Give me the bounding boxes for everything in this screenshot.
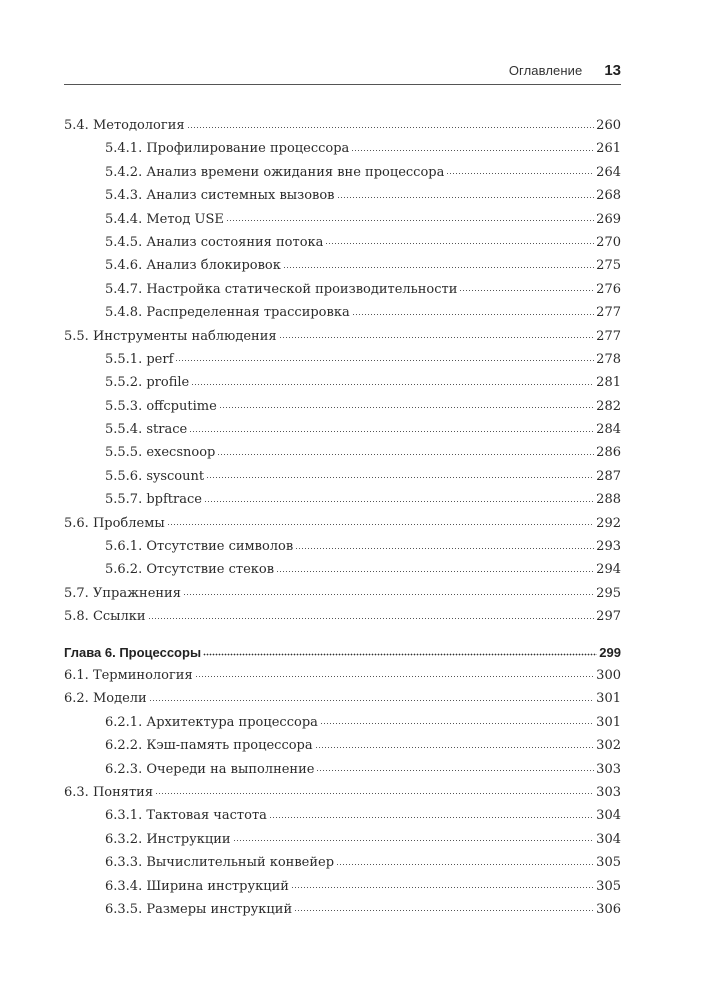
- toc-subsection-entry[interactable]: [64, 184, 621, 207]
- toc-dot-leader: [155, 792, 594, 796]
- toc-entry-page: 305: [596, 855, 621, 871]
- toc-entry-page: 276: [596, 281, 621, 297]
- toc-dot-leader: [187, 125, 595, 129]
- toc-entry-title: 5.5.1. perf: [105, 351, 174, 367]
- toc-subsection-entry[interactable]: [64, 137, 621, 160]
- toc-entry-page: 268: [596, 188, 621, 204]
- toc-entry-page: 301: [596, 691, 621, 707]
- toc-entry-page: 282: [596, 398, 621, 414]
- toc-dot-leader: [283, 265, 594, 269]
- toc-entry-title: 5.5.7. bpftrace: [105, 492, 202, 508]
- toc-entry-title: 5.5.6. syscount: [105, 468, 205, 484]
- toc-dot-leader: [203, 653, 597, 657]
- toc-group-chapter-5: [64, 114, 621, 629]
- toc-entry-title: 5.4.2. Анализ времени ожидания вне процессора: [105, 164, 445, 180]
- toc-dot-leader: [336, 862, 594, 866]
- toc-subsection-entry[interactable]: [64, 371, 621, 394]
- toc-entry-page: 261: [596, 141, 621, 157]
- toc-dot-leader: [320, 722, 594, 726]
- toc-entry-title: 5.5.2. profile: [105, 375, 190, 391]
- table-of-contents: [64, 114, 621, 921]
- toc-entry-title: 6.2.1. Архитектура процессора: [105, 714, 318, 730]
- toc-entry-page: 293: [596, 539, 621, 555]
- toc-subsection-entry[interactable]: [64, 758, 621, 781]
- toc-entry-title: 6.3. Понятия: [64, 784, 154, 800]
- toc-dot-leader: [167, 523, 595, 527]
- toc-subsection-entry[interactable]: [64, 898, 621, 921]
- toc-subsection-entry[interactable]: [64, 231, 621, 254]
- toc-entry-page: 299: [599, 644, 621, 660]
- toc-subsection-entry[interactable]: [64, 348, 621, 371]
- toc-entry-title: 5.5.4. strace: [105, 422, 188, 438]
- toc-subsection-entry[interactable]: [64, 418, 621, 441]
- toc-subsection-entry[interactable]: [64, 875, 621, 898]
- toc-dot-leader: [195, 675, 595, 679]
- toc-entry-page: 281: [596, 375, 621, 391]
- toc-dot-leader: [226, 219, 594, 223]
- toc-entry-page: 304: [596, 831, 621, 847]
- toc-dot-leader: [183, 593, 594, 597]
- toc-subsection-entry[interactable]: [64, 558, 621, 581]
- toc-entry-title: 5.4.4. Метод USE: [105, 211, 224, 227]
- toc-entry-title: 6.3.3. Вычислительный конвейер: [105, 855, 335, 871]
- toc-entry-title: 6.3.1. Тактовая частота: [105, 808, 267, 824]
- toc-dot-leader: [351, 148, 594, 152]
- toc-entry-page: 287: [596, 468, 621, 484]
- toc-entry-title: 6.3.4. Ширина инструкций: [105, 878, 289, 894]
- toc-subsection-entry[interactable]: [64, 395, 621, 418]
- toc-subsection-entry[interactable]: [64, 734, 621, 757]
- toc-entry-title: 6.2.2. Кэш-память процессора: [105, 738, 313, 754]
- running-header-section: Оглавление: [508, 62, 583, 78]
- toc-section-entry[interactable]: [64, 114, 621, 137]
- toc-entry-page: 288: [596, 492, 621, 508]
- toc-dot-leader: [217, 452, 594, 456]
- toc-entry-title: 5.4. Методология: [64, 118, 185, 133]
- toc-entry-title: Глава 6. Процессоры: [64, 644, 202, 660]
- toc-entry-page: 264: [596, 164, 621, 180]
- toc-subsection-entry[interactable]: [64, 301, 621, 324]
- toc-entry-page: 301: [596, 714, 621, 730]
- toc-subsection-entry[interactable]: [64, 711, 621, 734]
- toc-entry-page: 269: [596, 211, 621, 227]
- toc-subsection-entry[interactable]: [64, 254, 621, 277]
- toc-entry-page: 292: [596, 515, 621, 531]
- toc-entry-page: 270: [596, 234, 621, 250]
- toc-dot-leader: [269, 815, 594, 819]
- toc-section-entry[interactable]: [64, 605, 621, 628]
- toc-entry-page: 303: [596, 761, 621, 777]
- toc-subsection-entry[interactable]: [64, 465, 621, 488]
- toc-entry-page: 303: [596, 784, 621, 800]
- running-header: [64, 58, 621, 82]
- toc-entry-title: 6.3.5. Размеры инструкций: [105, 901, 293, 917]
- toc-dot-leader: [219, 406, 594, 410]
- page-number: 13: [604, 61, 621, 79]
- toc-entry-title: 5.8. Ссылки: [64, 609, 146, 625]
- toc-entry-title: 5.4.5. Анализ состояния потока: [105, 234, 324, 250]
- toc-dot-leader: [204, 499, 594, 503]
- toc-gap: [64, 629, 621, 641]
- toc-section-entry[interactable]: [64, 582, 621, 605]
- toc-entry-title: 5.4.1. Профилирование процессора: [105, 141, 350, 157]
- toc-dot-leader: [148, 616, 595, 620]
- toc-entry-title: 6.1. Терминология: [64, 667, 193, 683]
- toc-entry-page: 286: [596, 445, 621, 461]
- toc-entry-title: 5.5. Инструменты наблюдения: [64, 328, 277, 344]
- toc-dot-leader: [337, 195, 595, 199]
- toc-dot-leader: [316, 769, 594, 773]
- toc-entry-page: 304: [596, 808, 621, 824]
- toc-entry-page: 302: [596, 738, 621, 754]
- toc-subsection-entry[interactable]: [64, 161, 621, 184]
- toc-entry-title: 5.6.1. Отсутствие символов: [105, 539, 294, 555]
- toc-dot-leader: [189, 429, 594, 433]
- toc-entry-title: 5.6. Проблемы: [64, 515, 165, 531]
- toc-dot-leader: [459, 289, 594, 293]
- toc-entry-page: 275: [596, 258, 621, 274]
- toc-subsection-entry[interactable]: [64, 804, 621, 827]
- toc-entry-page: 277: [596, 305, 621, 321]
- toc-entry-title: 5.5.3. offcputime: [105, 398, 217, 414]
- toc-entry-title: 6.2. Модели: [64, 691, 147, 707]
- toc-section-entry[interactable]: [64, 781, 621, 804]
- toc-section-entry[interactable]: [64, 664, 621, 687]
- toc-subsection-entry[interactable]: [64, 441, 621, 464]
- toc-dot-leader: [175, 359, 594, 363]
- toc-entry-title: 6.2.3. Очереди на выполнение: [105, 761, 315, 777]
- toc-chapter-entry[interactable]: [64, 641, 621, 664]
- toc-entry-page: 297: [596, 609, 621, 625]
- toc-entry-page: 294: [596, 562, 621, 578]
- toc-dot-leader: [446, 172, 594, 176]
- toc-section-entry[interactable]: [64, 325, 621, 348]
- toc-entry-page: 277: [596, 328, 621, 344]
- toc-entry-title: 5.4.3. Анализ системных вызовов: [105, 188, 335, 204]
- toc-entry-page: 278: [596, 351, 621, 367]
- toc-entry-title: 5.6.2. Отсутствие стеков: [105, 562, 275, 578]
- toc-entry-page: 306: [596, 901, 621, 917]
- toc-dot-leader: [294, 909, 594, 913]
- toc-dot-leader: [206, 476, 594, 480]
- toc-entry-page: 305: [596, 878, 621, 894]
- toc-subsection-entry[interactable]: [64, 535, 621, 558]
- toc-entry-page: 295: [596, 585, 621, 601]
- toc-dot-leader: [276, 569, 594, 573]
- toc-entry-title: 5.4.8. Распределенная трассировка: [105, 305, 350, 321]
- toc-entry-title: 5.4.6. Анализ блокировок: [105, 258, 281, 274]
- toc-entry-page: 300: [596, 667, 621, 683]
- header-rule: [64, 84, 621, 85]
- toc-entry-title: 5.7. Упражнения: [64, 585, 181, 601]
- toc-dot-leader: [352, 312, 594, 316]
- toc-dot-leader: [233, 839, 595, 843]
- toc-section-entry[interactable]: [64, 512, 621, 535]
- toc-subsection-entry[interactable]: [64, 851, 621, 874]
- toc-entry-title: 5.5.5. execsnoop: [105, 445, 216, 461]
- toc-subsection-entry[interactable]: [64, 278, 621, 301]
- toc-subsection-entry[interactable]: [64, 208, 621, 231]
- toc-dot-leader: [291, 886, 594, 890]
- toc-dot-leader: [315, 745, 595, 749]
- toc-dot-leader: [149, 698, 594, 702]
- toc-group-chapter-6: [64, 664, 621, 921]
- toc-subsection-entry[interactable]: [64, 828, 621, 851]
- toc-dot-leader: [325, 242, 594, 246]
- toc-entry-title: 6.3.2. Инструкции: [105, 831, 231, 847]
- toc-entry-title: 5.4.7. Настройка статической производительности: [105, 281, 458, 297]
- toc-dot-leader: [295, 546, 594, 550]
- toc-dot-leader: [279, 336, 595, 340]
- toc-section-entry[interactable]: [64, 687, 621, 710]
- toc-subsection-entry[interactable]: [64, 488, 621, 511]
- toc-entry-page: 284: [596, 422, 621, 438]
- toc-dot-leader: [191, 382, 594, 386]
- toc-entry-page: 260: [596, 118, 621, 133]
